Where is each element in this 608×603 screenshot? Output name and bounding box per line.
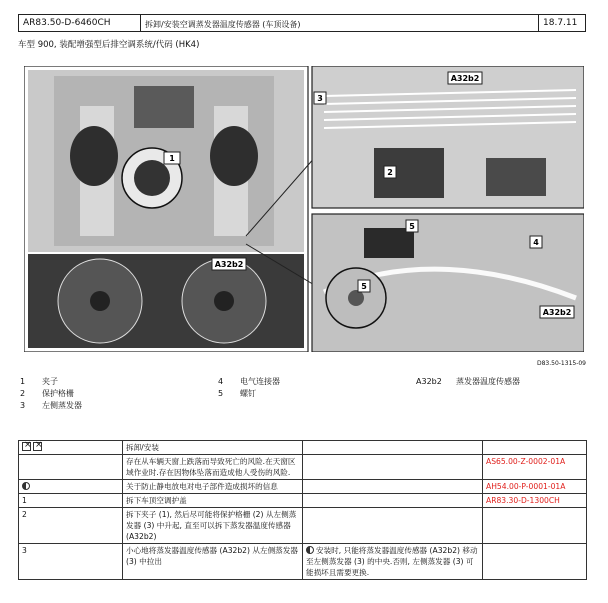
document-header	[18, 14, 586, 32]
right-fan-hub	[214, 291, 234, 311]
legend-num: 4	[218, 377, 224, 386]
note-icon	[306, 546, 314, 554]
step-number: 1	[19, 494, 123, 508]
legend-num: 5	[218, 389, 224, 398]
step-ref-link[interactable]: AR83.30-D-1300CH	[483, 494, 587, 508]
legend-num: 2	[20, 389, 26, 398]
component-figure	[24, 66, 584, 352]
figure-reference: D83.50-1315-09	[536, 360, 586, 367]
callout-label-3: 3	[317, 94, 323, 103]
symbol-cell	[19, 441, 123, 455]
callout-label-a32b2-top: A32b2	[450, 74, 480, 83]
callout-label-4: 4	[533, 238, 539, 247]
install-note-text: 安装时, 只能将蒸发器温度传感器 (A32b2) 移动至左侧蒸发器 (3) 的中央.否则, 左侧蒸发器 (3) 可能损坏且需要更换.	[306, 546, 478, 577]
table-row	[19, 508, 587, 544]
remove-install-icon	[22, 442, 31, 451]
table-row	[19, 494, 587, 508]
step-text: 拆下车顶空调护盖	[123, 494, 303, 508]
table-row	[19, 441, 587, 455]
model-line: 车型 900, 装配增强型后排空调系统/代码 (HK4)	[18, 40, 200, 50]
legend-item-5	[218, 388, 256, 399]
remove-install-icon	[33, 442, 42, 451]
doc-date: 18.7.11	[543, 18, 578, 28]
procedure-table	[18, 440, 587, 580]
step-text: 拆下夹子 (1), 然后尽可能将保护格栅 (2) 从左侧蒸发器 (3) 中升起, 直至可以拆下蒸发器温度传感器 (A32b2)	[123, 508, 303, 544]
warning-ref-link[interactable]: AS65.00-Z-0002-01A	[483, 455, 587, 480]
esd-text: 关于防止静电放电对电子部件造成损坏的信息	[123, 480, 303, 494]
step-number: 2	[19, 508, 123, 544]
step-number: 3	[19, 544, 123, 580]
warning-text: 存在从车辆天窗上跌落而导致死亡的风险.在天窗区域作业时.存在因物体坠落而造成他人受伤的风险.	[123, 455, 303, 480]
clip-detail	[134, 160, 170, 196]
right-blower	[210, 126, 258, 186]
left-fan-hub	[90, 291, 110, 311]
legend-item-a32b2	[416, 376, 520, 387]
esd-icon	[22, 482, 30, 490]
callout-label-a32b2-main: A32b2	[214, 260, 244, 269]
grille-block	[134, 86, 194, 128]
legend-label: 保护格栅	[42, 389, 74, 398]
step-text: 小心地将蒸发器温度传感器 (A32b2) 从左侧蒸发器 (3) 中拉出	[123, 544, 303, 580]
table-row	[19, 455, 587, 480]
callout-label-5-bottom: 5	[361, 282, 367, 291]
table-row	[19, 480, 587, 494]
legend-num: 3	[20, 401, 26, 410]
header-label: 拆卸/安装	[123, 441, 303, 455]
legend-label: 夹子	[42, 377, 58, 386]
legend-num: 1	[20, 377, 26, 386]
callout-label-1: 1	[169, 154, 175, 163]
legend-item-1	[20, 376, 58, 387]
callout-label-2: 2	[387, 168, 393, 177]
blower-housing	[486, 158, 546, 196]
legend-item-4	[218, 376, 280, 387]
callout-label-5-top: 5	[409, 222, 415, 231]
legend-item-3	[20, 400, 82, 411]
figure-illustration	[24, 66, 584, 352]
legend-label: 电气连接器	[240, 377, 280, 386]
doc-title: 拆卸/安装空调蒸发器温度传感器 (车顶设备)	[141, 15, 539, 31]
legend-label: 蒸发器温度传感器	[456, 377, 520, 386]
esd-ref-link[interactable]: AH54.00-P-0001-01A	[483, 480, 587, 494]
legend-num: A32b2	[416, 377, 442, 386]
callout-label-a32b2-bottom: A32b2	[542, 308, 572, 317]
install-note	[303, 544, 483, 580]
left-blower	[70, 126, 118, 186]
legend-label: 左侧蒸发器	[42, 401, 82, 410]
table-row	[19, 544, 587, 580]
legend-item-2	[20, 388, 74, 399]
doc-code: AR83.50-D-6460CH	[19, 15, 141, 31]
legend-label: 螺钉	[240, 389, 256, 398]
